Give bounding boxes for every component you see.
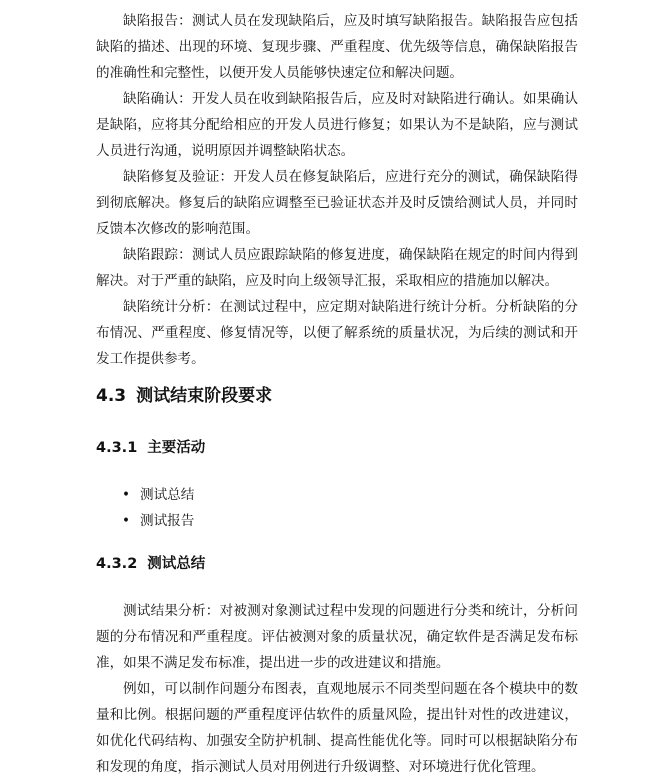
section-number: 4.3.2 <box>96 556 138 572</box>
list-item-label: 测试报告 <box>140 513 195 529</box>
section-title: 测试总结 <box>147 556 206 572</box>
paragraph-example: 例如，可以制作问题分布图表，直观地展示不同类型问题在各个模块中的数量和比例。根据问题的严重程度评估软件的质量风险，提出针对性的改进建议，如优化代码结构、加强安全防护机制、提高性能优化等。同时可以根据缺陷分布和发现的角度，指示测试人员对用例进行升级调整、对环境进行优化管理。 <box>96 681 578 775</box>
paragraph-defect-confirm: 缺陷确认：开发人员在收到缺陷报告后，应及时对缺陷进行确认。如果确认是缺陷，应将其分配给相应的开发人员进行修复；如果认为不是缺陷，应与测试人员进行沟通，说明原因并调整缺陷状态。 <box>96 91 578 159</box>
paragraph-defect-stats: 缺陷统计分析：在测试过程中，应定期对缺陷进行统计分析。分析缺陷的分布情况、严重程度、修复情况等，以便了解系统的质量状况，为后续的测试和开发工作提供参考。 <box>96 299 578 367</box>
list-item <box>96 508 194 534</box>
paragraph-defect-track: 缺陷跟踪：测试人员应跟踪缺陷的修复进度，确保缺陷在规定的时间内得到解决。对于严重的缺陷，应及时向上级领导汇报，采取相应的措施加以解决。 <box>96 247 578 289</box>
paragraph-defect-report: 缺陷报告：测试人员在发现缺陷后，应及时填写缺陷报告。缺陷报告应包括缺陷的描述、出现的环境、复现步骤、严重程度、优先级等信息，确保缺陷报告的准确性和完整性，以便开发人员能够快速定位和解决问题。 <box>96 13 578 81</box>
list-item <box>96 482 194 508</box>
bullet-icon: • <box>122 513 131 529</box>
paragraph-defect-fix: 缺陷修复及验证：开发人员在修复缺陷后，应进行充分的测试，确保缺陷得到彻底解决。修复后的缺陷应调整至已验证状态并及时反馈给测试人员，并同时反馈本次修改的影响范围。 <box>96 169 578 237</box>
paragraph-result-analysis: 测试结果分析：对被测对象测试过程中发现的问题进行分类和统计，分析问题的分布情况和严重程度。评估被测对象的质量状况，确定软件是否满足发布标准，如果不满足发布标准，提出进一步的改进建议和措施。 <box>96 603 578 671</box>
activity-list <box>96 482 194 534</box>
section-heading-4-3-2 <box>96 552 205 573</box>
list-item-label: 测试总结 <box>140 487 195 503</box>
section-title: 主要活动 <box>147 440 206 456</box>
section-heading-4-3 <box>96 381 272 406</box>
section-number: 4.3 <box>96 386 127 406</box>
section-title: 测试结束阶段要求 <box>136 386 273 406</box>
section-heading-4-3-1 <box>96 436 205 457</box>
section-number: 4.3.1 <box>96 440 138 456</box>
bullet-icon: • <box>122 487 131 503</box>
